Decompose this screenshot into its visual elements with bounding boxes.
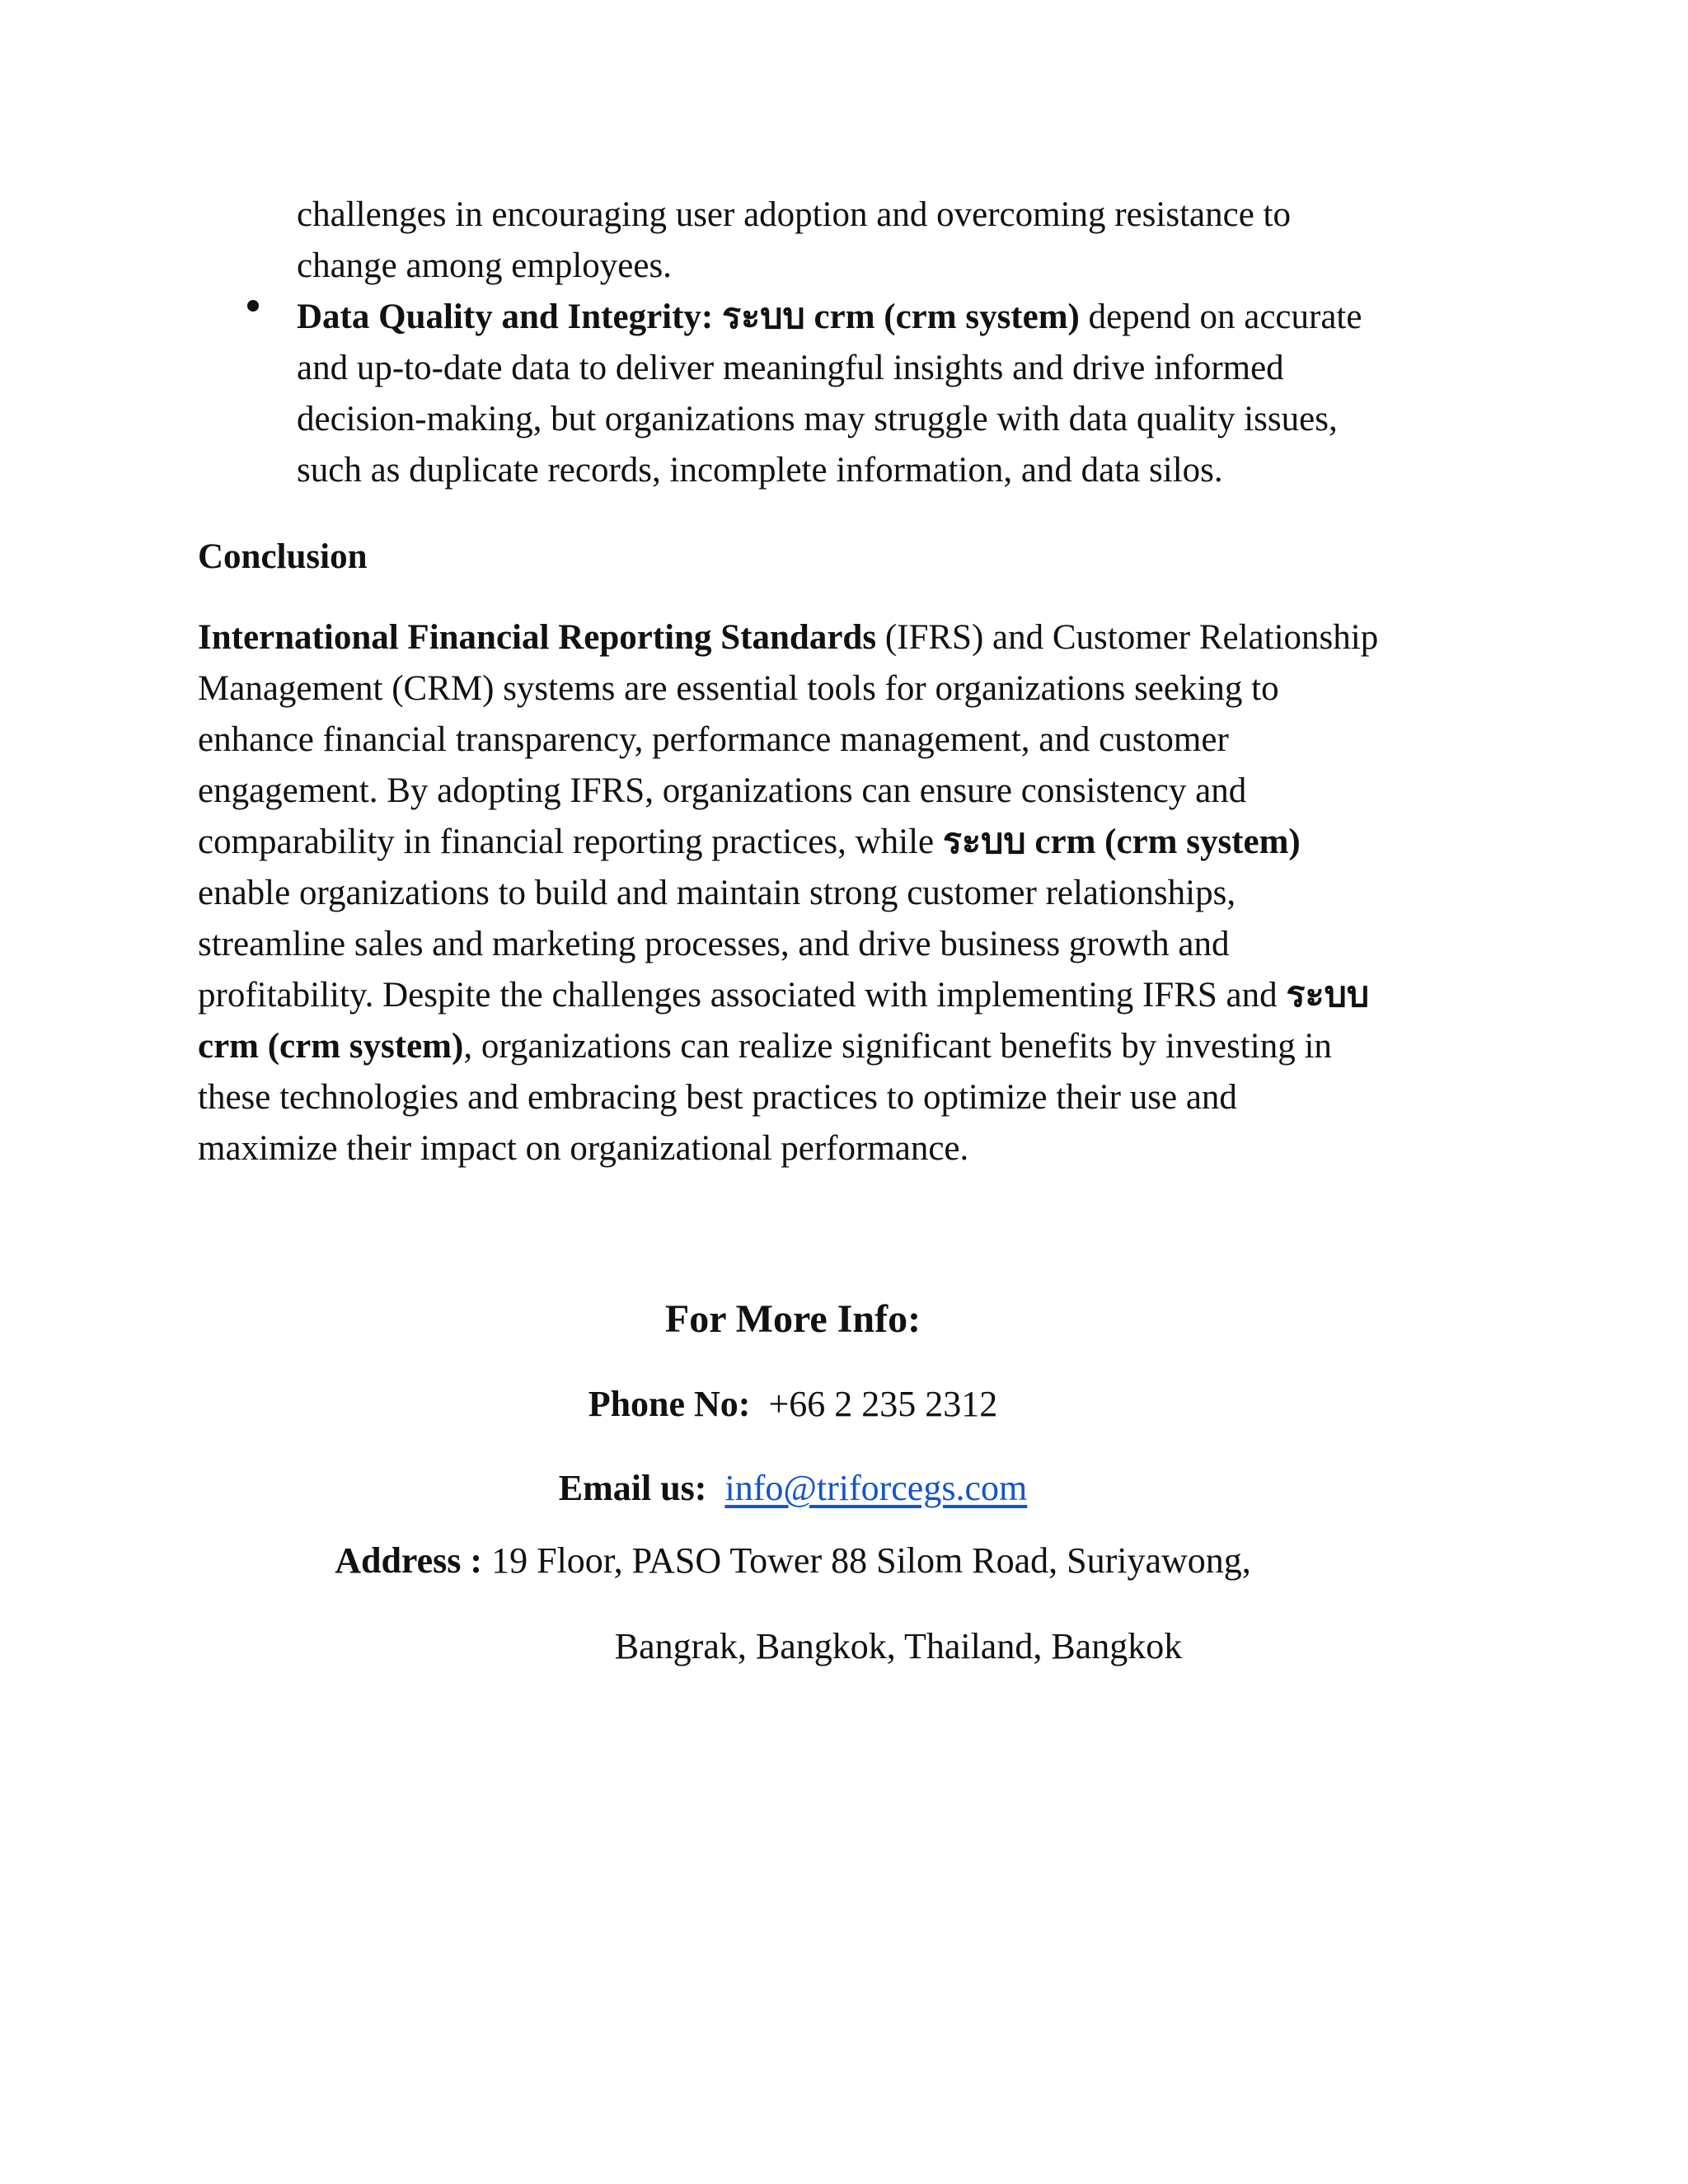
- crm-keyword-2b: crm (crm system): [198, 1027, 464, 1066]
- address-line-1: 19 Floor, PASO Tower 88 Silom Road, Suriyawong,: [482, 1540, 1251, 1581]
- conclusion-line-2: Management (CRM) systems are essential tools for organizations seeking to: [198, 669, 1279, 708]
- bullet-line-1: [297, 292, 1467, 343]
- conclusion-line-9: [198, 1021, 1500, 1072]
- address-row-1: [0, 1535, 1586, 1587]
- phone-value: +66 2 235 2312: [768, 1384, 998, 1424]
- address-line-2: Bangrak, Bangkok, Thailand, Bangkok: [614, 1626, 1183, 1666]
- email-row: [0, 1462, 1586, 1515]
- conclusion-line-6: enable organizations to build and maintain strong customer relationships,: [198, 874, 1236, 912]
- address-label: Address :: [335, 1540, 483, 1581]
- conclusion-line-5: [198, 817, 1500, 868]
- conclusion-heading: Conclusion: [198, 537, 368, 576]
- conclusion-line-9-rest: , organizations can realize significant benefits by investing in: [463, 1027, 1332, 1066]
- more-info-title: For More Info:: [664, 1297, 921, 1341]
- conclusion-line-1: [198, 612, 1500, 663]
- email-label: Email us:: [558, 1468, 707, 1508]
- bullet-term: Data Quality and Integrity:: [297, 298, 714, 336]
- conclusion-line-8: [198, 970, 1500, 1021]
- continuation-line-2: change among employees.: [297, 246, 672, 285]
- conclusion-line-11: maximize their impact on organizational performance.: [198, 1129, 969, 1168]
- phone-row: [0, 1378, 1586, 1431]
- bullet-line-2: and up-to-date data to deliver meaningful insights and drive informed: [297, 349, 1284, 387]
- bullet-item-data-quality: [297, 292, 1467, 496]
- conclusion-line-7: streamline sales and marketing processes, and drive business growth and: [198, 925, 1230, 963]
- email-link[interactable]: info@triforcegs.com: [724, 1468, 1028, 1508]
- continuation-line-1: challenges in encouraging user adoption and overcoming resistance to: [297, 195, 1291, 234]
- bullet-keyword: ระบบ crm (crm system): [722, 298, 1080, 336]
- conclusion-line-5-start: comparability in financial reporting practices, while: [198, 823, 943, 861]
- bullet-line-1-rest: depend on accurate: [1079, 298, 1362, 336]
- crm-keyword-2a: ระบบ: [1286, 976, 1370, 1015]
- conclusion-line-1-rest: (IFRS) and Customer Relationship: [876, 618, 1379, 657]
- conclusion-line-8-start: profitability. Despite the challenges associated with implementing IFRS and: [198, 976, 1287, 1015]
- ifrs-term: International Financial Reporting Standards: [198, 618, 877, 657]
- bullet-dot-icon: [247, 300, 259, 312]
- phone-label: Phone No:: [588, 1384, 751, 1424]
- bullet-line-4: such as duplicate records, incomplete information, and data silos.: [297, 451, 1223, 490]
- crm-keyword-1: ระบบ crm (crm system): [942, 823, 1301, 861]
- bullet-line-3: decision-making, but organizations may struggle with data quality issues,: [297, 400, 1338, 438]
- conclusion-paragraph: [198, 612, 1500, 1174]
- conclusion-line-3: enhance financial transparency, performance management, and customer: [198, 720, 1229, 759]
- conclusion-line-4: engagement. By adopting IFRS, organizations can ensure consistency and: [198, 771, 1247, 810]
- conclusion-line-10: these technologies and embracing best practices to optimize their use and: [198, 1078, 1237, 1117]
- address-row-2: [0, 1620, 1688, 1673]
